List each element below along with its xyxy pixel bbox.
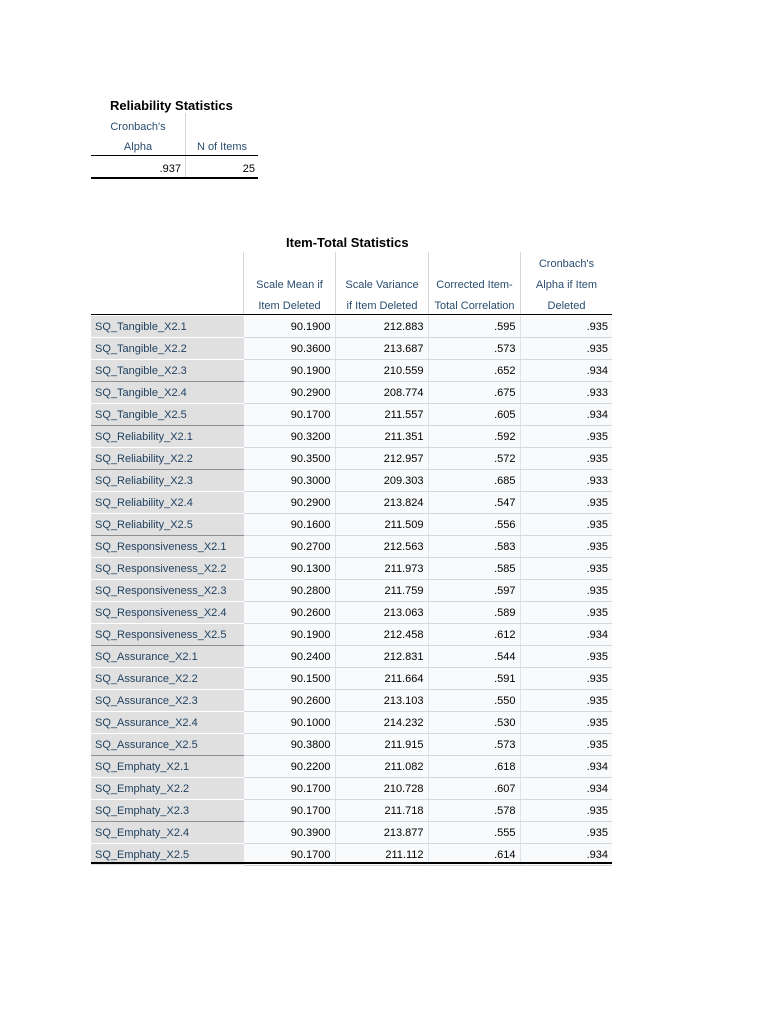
scale-mean-cell: 90.2900 [243, 382, 335, 404]
scale-variance-cell: 212.831 [335, 646, 428, 668]
scale-mean-cell: 90.1300 [243, 558, 335, 580]
corrected-correlation-cell: .614 [428, 844, 520, 866]
table-row [91, 492, 612, 514]
table-row [91, 602, 612, 624]
scale-mean-cell: 90.1700 [243, 844, 335, 866]
header-scale-variance-line2: if Item Deleted [346, 300, 418, 312]
scale-variance-cell: 211.973 [335, 558, 428, 580]
corrected-correlation-cell: .597 [428, 580, 520, 602]
corrected-correlation-cell: .612 [428, 624, 520, 646]
scale-variance-cell: 212.563 [335, 536, 428, 558]
item-total-header-rule [91, 314, 612, 315]
table-row [91, 404, 612, 426]
scale-mean-cell: 90.2800 [243, 580, 335, 602]
corrected-correlation-cell: .578 [428, 800, 520, 822]
reliability-alpha-header-line2: Alpha [123, 141, 153, 153]
alpha-if-deleted-cell: .935 [520, 734, 612, 756]
item-name-cell: SQ_Reliability_X2.4 [91, 492, 243, 514]
item-total-bottom-rule [91, 862, 612, 864]
scale-variance-cell: 211.112 [335, 844, 428, 866]
corrected-correlation-cell: .618 [428, 756, 520, 778]
item-name-cell: SQ_Emphaty_X2.4 [91, 822, 243, 844]
corrected-correlation-cell: .585 [428, 558, 520, 580]
corrected-correlation-cell: .555 [428, 822, 520, 844]
table-row [91, 536, 612, 558]
scale-mean-cell: 90.1900 [243, 316, 335, 338]
table-row [91, 822, 612, 844]
scale-variance-cell: 213.063 [335, 602, 428, 624]
alpha-if-deleted-cell: .934 [520, 778, 612, 800]
scale-mean-cell: 90.1700 [243, 800, 335, 822]
reliability-n-items-value: 25 [242, 163, 255, 175]
scale-mean-cell: 90.2600 [243, 602, 335, 624]
scale-variance-cell: 209.303 [335, 470, 428, 492]
item-name-cell: SQ_Responsiveness_X2.1 [91, 536, 243, 558]
item-name-cell: SQ_Emphaty_X2.2 [91, 778, 243, 800]
header-alpha-if-deleted-line3: Deleted [547, 300, 586, 312]
alpha-if-deleted-cell: .933 [520, 470, 612, 492]
corrected-correlation-cell: .573 [428, 338, 520, 360]
table-row [91, 624, 612, 646]
table-row [91, 426, 612, 448]
reliability-header-rule [91, 155, 258, 156]
corrected-correlation-cell: .592 [428, 426, 520, 448]
table-row [91, 756, 612, 778]
item-name-cell: SQ_Reliability_X2.3 [91, 470, 243, 492]
item-name-cell: SQ_Responsiveness_X2.5 [91, 624, 243, 646]
header-scale-variance-line1: Scale Variance [345, 279, 419, 291]
scale-variance-cell: 208.774 [335, 382, 428, 404]
table-row [91, 558, 612, 580]
item-name-cell: SQ_Tangible_X2.1 [91, 316, 243, 338]
corrected-correlation-cell: .652 [428, 360, 520, 382]
scale-mean-cell: 90.3600 [243, 338, 335, 360]
corrected-correlation-cell: .589 [428, 602, 520, 624]
item-name-cell: SQ_Assurance_X2.1 [91, 646, 243, 668]
table-row [91, 778, 612, 800]
scale-mean-cell: 90.2700 [243, 536, 335, 558]
alpha-if-deleted-cell: .933 [520, 382, 612, 404]
item-name-cell: SQ_Emphaty_X2.5 [91, 844, 243, 866]
header-alpha-if-deleted-line2: Alpha if Item [535, 279, 598, 291]
scale-mean-cell: 90.3800 [243, 734, 335, 756]
corrected-correlation-cell: .544 [428, 646, 520, 668]
table-row [91, 360, 612, 382]
item-name-cell: SQ_Assurance_X2.2 [91, 668, 243, 690]
reliability-alpha-header-line1: Cronbach's [110, 121, 166, 133]
table-row [91, 338, 612, 360]
alpha-if-deleted-cell: .935 [520, 426, 612, 448]
corrected-correlation-cell: .583 [428, 536, 520, 558]
scale-variance-cell: 214.232 [335, 712, 428, 734]
corrected-correlation-cell: .591 [428, 668, 520, 690]
reliability-n-items-header: N of Items [196, 141, 248, 153]
item-name-cell: SQ_Assurance_X2.4 [91, 712, 243, 734]
scale-mean-cell: 90.3900 [243, 822, 335, 844]
item-name-cell: SQ_Tangible_X2.4 [91, 382, 243, 404]
item-name-cell: SQ_Responsiveness_X2.4 [91, 602, 243, 624]
scale-mean-cell: 90.2400 [243, 646, 335, 668]
scale-mean-cell: 90.1900 [243, 624, 335, 646]
item-name-cell: SQ_Tangible_X2.2 [91, 338, 243, 360]
corrected-correlation-cell: .605 [428, 404, 520, 426]
scale-variance-cell: 211.557 [335, 404, 428, 426]
scale-variance-cell: 213.824 [335, 492, 428, 514]
scale-variance-cell: 210.559 [335, 360, 428, 382]
scale-variance-cell: 212.458 [335, 624, 428, 646]
alpha-if-deleted-cell: .935 [520, 668, 612, 690]
scale-mean-cell: 90.3200 [243, 426, 335, 448]
corrected-correlation-cell: .572 [428, 448, 520, 470]
scale-mean-cell: 90.3500 [243, 448, 335, 470]
scale-variance-cell: 211.718 [335, 800, 428, 822]
alpha-if-deleted-cell: .935 [520, 448, 612, 470]
corrected-correlation-cell: .573 [428, 734, 520, 756]
item-name-cell: SQ_Responsiveness_X2.3 [91, 580, 243, 602]
alpha-if-deleted-cell: .935 [520, 822, 612, 844]
header-alpha-if-deleted-line1: Cronbach's [538, 258, 595, 270]
table-row [91, 514, 612, 536]
scale-variance-cell: 212.883 [335, 316, 428, 338]
scale-variance-cell: 213.877 [335, 822, 428, 844]
scale-variance-cell: 211.664 [335, 668, 428, 690]
table-row [91, 668, 612, 690]
alpha-if-deleted-cell: .935 [520, 646, 612, 668]
table-row [91, 470, 612, 492]
alpha-if-deleted-cell: .935 [520, 536, 612, 558]
corrected-correlation-cell: .595 [428, 316, 520, 338]
scale-mean-cell: 90.1500 [243, 668, 335, 690]
alpha-if-deleted-cell: .934 [520, 404, 612, 426]
table-row [91, 646, 612, 668]
scale-mean-cell: 90.2600 [243, 690, 335, 712]
scale-variance-cell: 211.082 [335, 756, 428, 778]
alpha-if-deleted-cell: .935 [520, 338, 612, 360]
item-name-cell: SQ_Tangible_X2.5 [91, 404, 243, 426]
item-name-cell: SQ_Assurance_X2.5 [91, 734, 243, 756]
scale-mean-cell: 90.1700 [243, 778, 335, 800]
scale-mean-cell: 90.2200 [243, 756, 335, 778]
table-row [91, 800, 612, 822]
alpha-if-deleted-cell: .935 [520, 492, 612, 514]
scale-variance-cell: 213.687 [335, 338, 428, 360]
reliability-statistics-title: Reliability Statistics [110, 98, 233, 113]
scale-variance-cell: 211.351 [335, 426, 428, 448]
table-row [91, 382, 612, 404]
reliability-alpha-value: .937 [159, 163, 181, 175]
alpha-if-deleted-cell: .935 [520, 800, 612, 822]
scale-variance-cell: 211.915 [335, 734, 428, 756]
alpha-if-deleted-cell: .935 [520, 602, 612, 624]
scale-variance-cell: 212.957 [335, 448, 428, 470]
alpha-if-deleted-cell: .935 [520, 580, 612, 602]
table-row [91, 580, 612, 602]
corrected-correlation-cell: .675 [428, 382, 520, 404]
corrected-correlation-cell: .530 [428, 712, 520, 734]
reliability-bottom-rule [91, 177, 258, 179]
item-total-statistics-title: Item-Total Statistics [286, 235, 409, 250]
table-row [91, 734, 612, 756]
item-name-cell: SQ_Reliability_X2.2 [91, 448, 243, 470]
alpha-if-deleted-cell: .935 [520, 712, 612, 734]
table-row [91, 448, 612, 470]
item-total-table [91, 316, 612, 866]
alpha-if-deleted-cell: .934 [520, 756, 612, 778]
header-corrected-item-line1: Corrected Item- [436, 279, 513, 291]
alpha-if-deleted-cell: .935 [520, 316, 612, 338]
scale-mean-cell: 90.1900 [243, 360, 335, 382]
item-name-cell: SQ_Assurance_X2.3 [91, 690, 243, 712]
corrected-correlation-cell: .607 [428, 778, 520, 800]
header-corrected-item-line2: Total Correlation [434, 300, 515, 312]
item-name-cell: SQ_Emphaty_X2.3 [91, 800, 243, 822]
scale-mean-cell: 90.3000 [243, 470, 335, 492]
item-name-cell: SQ_Emphaty_X2.1 [91, 756, 243, 778]
corrected-correlation-cell: .556 [428, 514, 520, 536]
item-name-cell: SQ_Tangible_X2.3 [91, 360, 243, 382]
corrected-correlation-cell: .550 [428, 690, 520, 712]
scale-mean-cell: 90.2900 [243, 492, 335, 514]
corrected-correlation-cell: .685 [428, 470, 520, 492]
alpha-if-deleted-cell: .934 [520, 360, 612, 382]
item-name-cell: SQ_Responsiveness_X2.2 [91, 558, 243, 580]
scale-variance-cell: 211.509 [335, 514, 428, 536]
scale-variance-cell: 211.759 [335, 580, 428, 602]
header-scale-mean-line1: Scale Mean if [256, 279, 323, 291]
table-row [91, 316, 612, 338]
alpha-if-deleted-cell: .934 [520, 844, 612, 866]
table-row [91, 712, 612, 734]
corrected-correlation-cell: .547 [428, 492, 520, 514]
item-name-cell: SQ_Reliability_X2.5 [91, 514, 243, 536]
alpha-if-deleted-cell: .935 [520, 558, 612, 580]
scale-variance-cell: 213.103 [335, 690, 428, 712]
alpha-if-deleted-cell: .934 [520, 624, 612, 646]
table-row [91, 690, 612, 712]
scale-mean-cell: 90.1700 [243, 404, 335, 426]
scale-variance-cell: 210.728 [335, 778, 428, 800]
alpha-if-deleted-cell: .935 [520, 514, 612, 536]
scale-mean-cell: 90.1000 [243, 712, 335, 734]
scale-mean-cell: 90.1600 [243, 514, 335, 536]
alpha-if-deleted-cell: .935 [520, 690, 612, 712]
header-scale-mean-line2: Item Deleted [258, 300, 321, 312]
item-name-cell: SQ_Reliability_X2.1 [91, 426, 243, 448]
